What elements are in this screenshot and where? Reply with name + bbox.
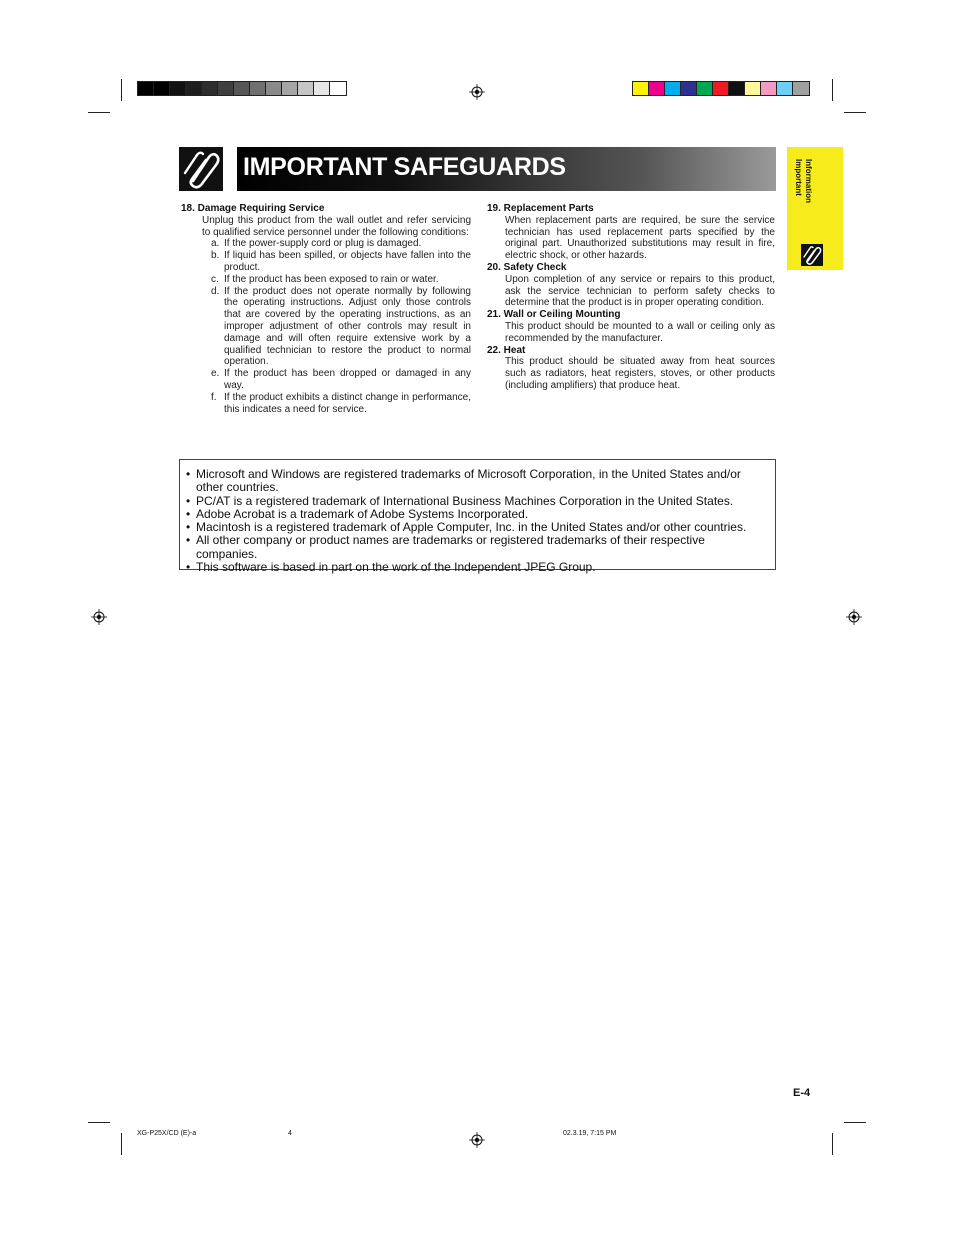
crop-mark (832, 79, 833, 101)
section-21-text: This product should be mounted to a wall or ceiling only as recommended by the manufacturer. (505, 320, 775, 344)
bullet: • (186, 467, 191, 481)
file-name: XG-P25X/CD (E)-a (137, 1130, 197, 1137)
section-20-title: 20. Safety Check (487, 261, 567, 273)
crop-mark (844, 112, 866, 113)
side-tab-line1: Important (794, 159, 803, 196)
condition-item (181, 250, 471, 274)
condition-item (181, 392, 471, 416)
trademark-text: Adobe Acrobat is a trademark of Adobe Systems Incorporated. (196, 506, 529, 521)
color-swatch (793, 82, 809, 95)
trademark-notice-box (179, 459, 776, 575)
trademark-item (186, 521, 769, 534)
trademark-text: Macintosh is a registered trademark of Apple Computer, Inc. in the United States and/or other countries. (196, 520, 747, 535)
grayscale-swatch (218, 82, 234, 95)
registration-mark-icon (469, 84, 485, 100)
section-21-title: 21. Wall or Ceiling Mounting (487, 309, 621, 321)
color-swatch (777, 82, 793, 95)
color-swatch (665, 82, 681, 95)
grayscale-swatch (186, 82, 202, 95)
grayscale-swatch (282, 82, 298, 95)
trademark-item (186, 468, 769, 495)
color-swatch (697, 82, 713, 95)
grayscale-swatch (234, 82, 250, 95)
trademark-item (186, 495, 769, 508)
condition-marker: e. (211, 368, 220, 380)
condition-item (181, 238, 471, 250)
color-swatch (681, 82, 697, 95)
color-swatch (729, 82, 745, 95)
condition-list (181, 238, 471, 415)
grayscale-swatch (170, 82, 186, 95)
page-number: E-4 (793, 1087, 811, 1099)
trademark-item (186, 561, 769, 574)
grayscale-swatch (202, 82, 218, 95)
trademark-text: PC/AT is a registered trademark of International Business Machines Corporation in the United States. (196, 493, 734, 508)
condition-marker: f. (211, 391, 217, 403)
color-swatch (649, 82, 665, 95)
section-18-intro: Unplug this product from the wall outlet and refer servicing to qualified service personnel under the following conditions: (202, 214, 471, 238)
trademark-text: Microsoft and Windows are registered trademarks of Microsoft Corporation, in the United States and/or other countries. (196, 467, 741, 495)
section-19-text: When replacement parts are required, be sure the service technician has used replacement parts specified by the original part. Unauthorized substitutions may result in fire, electric shock, or other hazards. (505, 214, 775, 262)
condition-text: If the power-supply cord or plug is damaged. (224, 238, 422, 250)
color-swatch (745, 82, 761, 95)
registration-mark-icon (469, 1132, 485, 1148)
condition-marker: c. (211, 273, 219, 285)
color-swatch (761, 82, 777, 95)
color-swatch (633, 82, 649, 95)
condition-item (181, 274, 471, 286)
bullet: • (186, 506, 191, 521)
section-20-text: Upon completion of any service or repairs to this product, ask the service technician to perform safety checks to determine that the product is in proper operating condition. (505, 273, 775, 309)
side-tab-label (793, 159, 811, 249)
condition-text: If the product does not operate normally by following the operating instructions. Adjust only those controls that are covered by the operating instructions, as an improper adjustment of other controls may result in damage and will often require extensive work by a qualified technician to restore the product to normal operation. (224, 285, 471, 368)
crop-mark (88, 1122, 110, 1123)
grayscale-bar (137, 81, 347, 96)
crop-mark (121, 1133, 122, 1155)
condition-text: If the product has been exposed to rain or water. (224, 273, 439, 285)
crop-mark (832, 1133, 833, 1155)
side-tab-line2: Information (804, 159, 813, 203)
grayscale-swatch (314, 82, 330, 95)
trademark-item (186, 534, 769, 561)
condition-text: If the product has been dropped or damaged in any way. (224, 368, 471, 391)
trademark-item (186, 508, 769, 521)
grayscale-swatch (250, 82, 266, 95)
color-swatch (713, 82, 729, 95)
paperclip-icon (179, 147, 223, 191)
color-bar (632, 81, 810, 96)
condition-marker: d. (211, 285, 220, 297)
bullet: • (186, 520, 191, 535)
section-19-title: 19. Replacement Parts (487, 203, 594, 214)
sheet-number: 4 (288, 1130, 292, 1137)
grayscale-swatch (298, 82, 314, 95)
crop-mark (121, 79, 122, 101)
registration-mark-icon (91, 609, 107, 625)
trademark-text: All other company or product names are trademarks or registered trademarks of their respective companies. (196, 533, 705, 561)
bullet: • (186, 493, 191, 508)
section-22-text: This product should be situated away from heat sources such as radiators, heat registers, stoves, or other products (including amplifiers) that produce heat. (505, 356, 775, 391)
condition-item (181, 368, 471, 392)
section-22-title: 22. Heat (487, 344, 526, 356)
bullet: • (186, 560, 191, 575)
section-side-tab (787, 147, 843, 270)
right-column (487, 203, 775, 392)
condition-text: If liquid has been spilled, or objects have fallen into the product. (224, 250, 471, 273)
crop-mark (844, 1122, 866, 1123)
section-18-title: 18. Damage Requiring Service (181, 203, 325, 214)
crop-mark (88, 112, 110, 113)
print-timestamp: 02.3.19, 7:15 PM (563, 1130, 617, 1137)
condition-marker: b. (211, 250, 220, 262)
condition-text: If the product exhibits a distinct change in performance, this indicates a need for service. (224, 391, 471, 415)
grayscale-swatch (266, 82, 282, 95)
page-title: IMPORTANT SAFEGUARDS (243, 153, 566, 181)
grayscale-swatch (138, 82, 154, 95)
grayscale-swatch (330, 82, 346, 95)
left-column (181, 203, 471, 415)
condition-item (181, 286, 471, 369)
condition-marker: a. (211, 238, 220, 250)
registration-mark-icon (846, 609, 862, 625)
trademark-text: This software is based in part on the work of the Independent JPEG Group. (196, 560, 596, 575)
bullet: • (186, 533, 191, 548)
paperclip-icon (801, 244, 823, 266)
grayscale-swatch (154, 82, 170, 95)
